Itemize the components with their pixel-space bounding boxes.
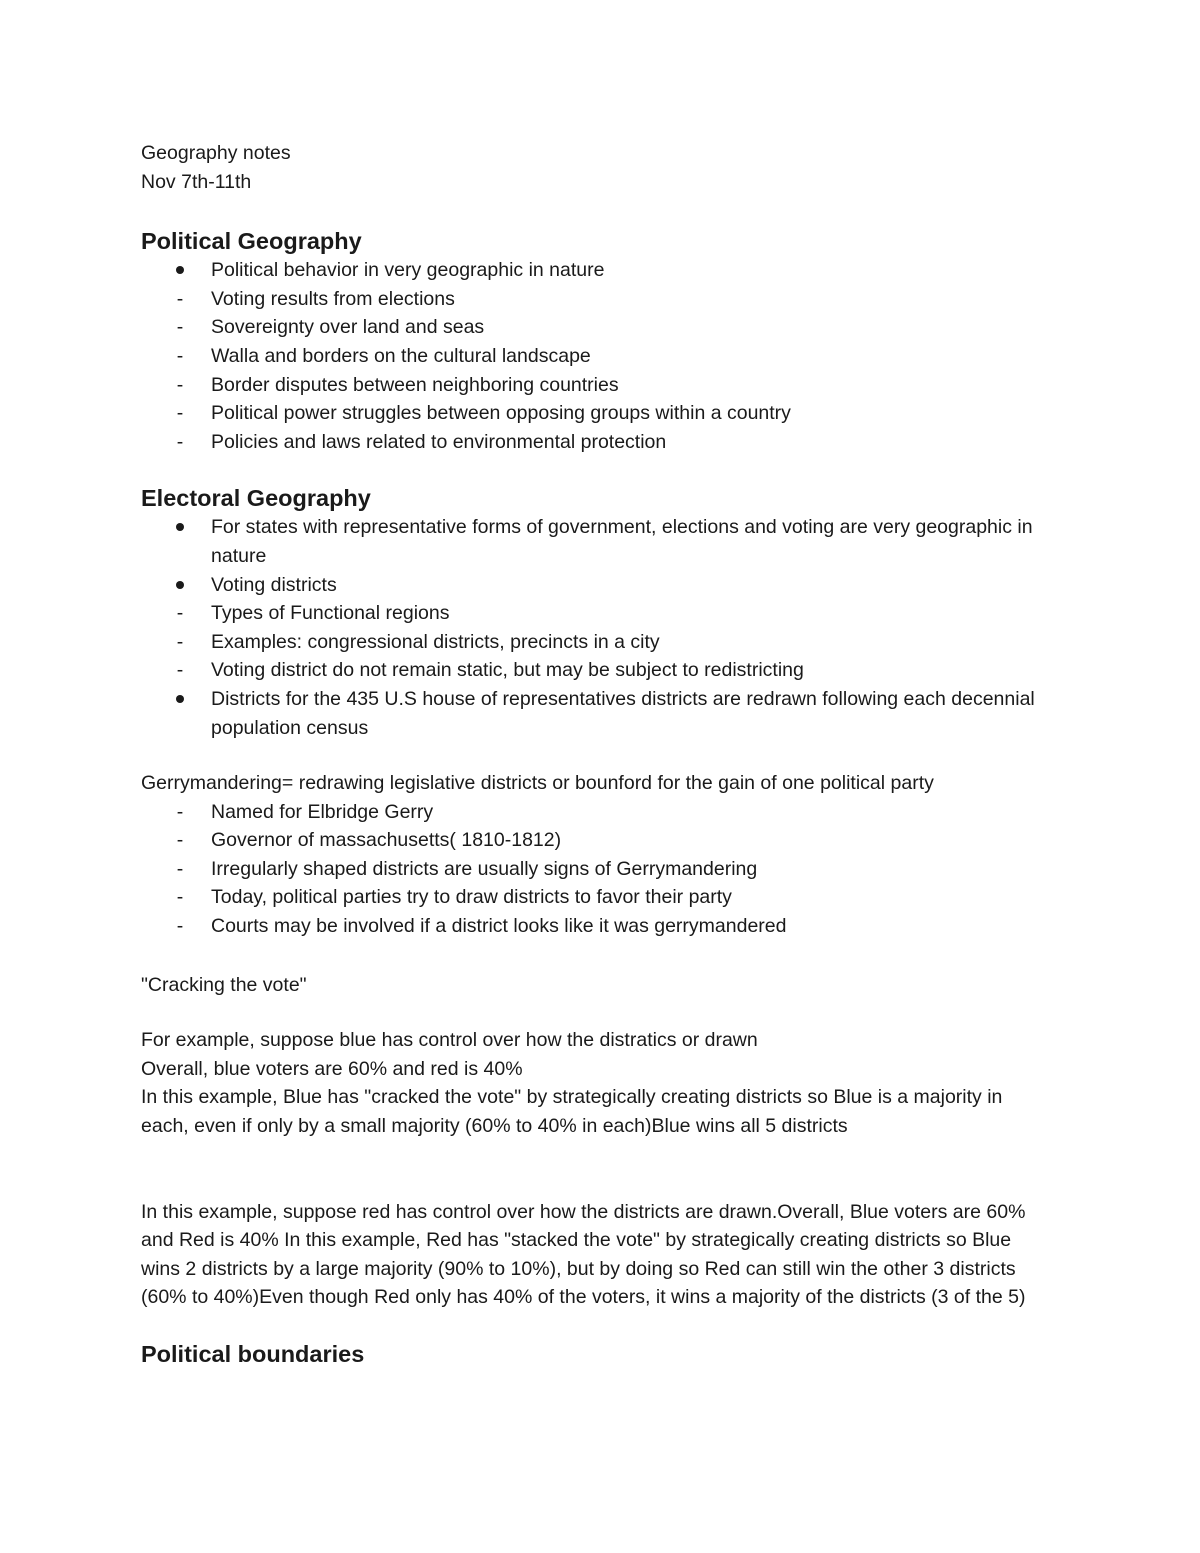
- dash-marker: -: [176, 402, 184, 425]
- list-item-text: Examples: congressional districts, precincts in a city: [211, 630, 660, 653]
- list-item-text: For states with representative forms of government, elections and voting are very geographic in nature: [211, 516, 1033, 567]
- dash-marker: -: [176, 630, 184, 653]
- bullet-dot-icon: [176, 266, 184, 274]
- dash-marker: -: [176, 886, 184, 909]
- cracking-line-2: Overall, blue voters are 60% and red is 40%: [141, 1057, 523, 1080]
- list-item-text: Voting districts: [211, 573, 337, 596]
- bullet-dot-icon: [176, 581, 184, 589]
- stacking-paragraph: In this example, suppose red has control over how the districts are drawn.Overall, Blue voters are 60% and Red is 40% In this example, Red has "stacked the vote" by strategically creating districts so Blue wins 2 districts by a large majority (90% to 10%), but by doing so Red can still win the other 3 districts (60% to 40%)Even though Red only has 40% of the voters, it wins a majority of the districts (3 of the 5): [141, 1200, 1026, 1309]
- dash-marker: -: [176, 316, 184, 339]
- list-item-text: Policies and laws related to environmental protection: [211, 430, 667, 453]
- cracking-line-1: For example, suppose blue has control over how the distratics or drawn: [141, 1029, 758, 1052]
- bullet-marker: [173, 513, 187, 542]
- list-item-text: Irregularly shaped districts are usually signs of Gerrymandering: [211, 857, 758, 880]
- list-item: [141, 342, 1051, 371]
- list-item: [141, 256, 1051, 285]
- dash-marker: -: [176, 857, 184, 880]
- list-item-text: Voting district do not remain static, but may be subject to redistricting: [211, 659, 804, 682]
- list-item-text: Border disputes between neighboring countries: [211, 373, 619, 396]
- list-item: [141, 371, 1051, 400]
- spacer: [141, 999, 1051, 1026]
- list-item-text: Walla and borders on the cultural landscape: [211, 344, 591, 367]
- spacer: [141, 196, 1051, 226]
- list-item: [141, 513, 1051, 570]
- electoral-geography-list: [141, 513, 1051, 742]
- list-item-text: Named for Elbridge Gerry: [211, 800, 434, 823]
- document-page: [141, 139, 1051, 1369]
- list-item: [141, 826, 1051, 855]
- list-item-text: Courts may be involved if a district looks like it was gerrymandered: [211, 915, 787, 938]
- list-item-text: Political power struggles between opposing groups within a country: [211, 402, 791, 425]
- heading-political-geography: Political Geography: [141, 228, 362, 255]
- dash-marker: -: [176, 373, 184, 396]
- bullet-dot-icon: [176, 523, 184, 531]
- dash-marker: -: [176, 915, 184, 938]
- bullet-marker: [173, 256, 187, 285]
- dash-marker: -: [176, 430, 184, 453]
- spacer: [141, 1141, 1051, 1198]
- document-date: Nov 7th-11th: [141, 170, 252, 193]
- spacer: [141, 742, 1051, 769]
- list-item-text: Sovereignty over land and seas: [211, 316, 485, 339]
- bullet-marker: [173, 685, 187, 714]
- list-item: [141, 912, 1051, 941]
- list-item: [141, 599, 1051, 628]
- list-item: [141, 798, 1051, 827]
- political-geography-list: [141, 256, 1051, 456]
- cracking-title: "Cracking the vote": [141, 973, 307, 996]
- list-item: [141, 571, 1051, 600]
- list-item-text: Political behavior in very geographic in nature: [211, 259, 605, 282]
- list-item-text: Today, political parties try to draw districts to favor their party: [211, 886, 732, 909]
- bullet-dot-icon: [176, 695, 184, 703]
- list-item-text: Districts for the 435 U.S house of representatives districts are redrawn following each decennial population census: [211, 687, 1035, 739]
- dash-marker: -: [176, 829, 184, 852]
- heading-electoral-geography: Electoral Geography: [141, 485, 371, 512]
- gerrymandering-list: [141, 798, 1051, 941]
- bullet-marker: [173, 571, 187, 600]
- list-item: [141, 855, 1051, 884]
- dash-marker: -: [176, 800, 184, 823]
- gerrymandering-definition: Gerrymandering= redrawing legislative districts or bounford for the gain of one political party: [141, 772, 934, 795]
- dash-marker: -: [176, 287, 184, 310]
- dash-marker: -: [176, 602, 184, 625]
- list-item: [141, 313, 1051, 342]
- list-item-text: Voting results from elections: [211, 287, 455, 310]
- spacer: [141, 1312, 1051, 1339]
- dash-marker: -: [176, 659, 184, 682]
- list-item: [141, 428, 1051, 457]
- list-item: [141, 399, 1051, 428]
- list-item: [141, 285, 1051, 314]
- dash-marker: -: [176, 344, 184, 367]
- cracking-paragraph: In this example, Blue has "cracked the vote" by strategically creating districts so Blue is a majority in each, even if only by a small majority (60% to 40% in each)Blue wins all 5 districts: [141, 1086, 1003, 1138]
- document-title: Geography notes: [141, 142, 291, 164]
- list-item-text: Types of Functional regions: [211, 602, 450, 625]
- list-item: [141, 628, 1051, 657]
- spacer: [141, 456, 1051, 483]
- heading-political-boundaries: Political boundaries: [141, 1341, 365, 1367]
- list-item: [141, 685, 1051, 742]
- list-item: [141, 656, 1051, 685]
- list-item: [141, 883, 1051, 912]
- spacer: [141, 941, 1051, 971]
- list-item-text: Governor of massachusetts( 1810-1812): [211, 829, 562, 852]
